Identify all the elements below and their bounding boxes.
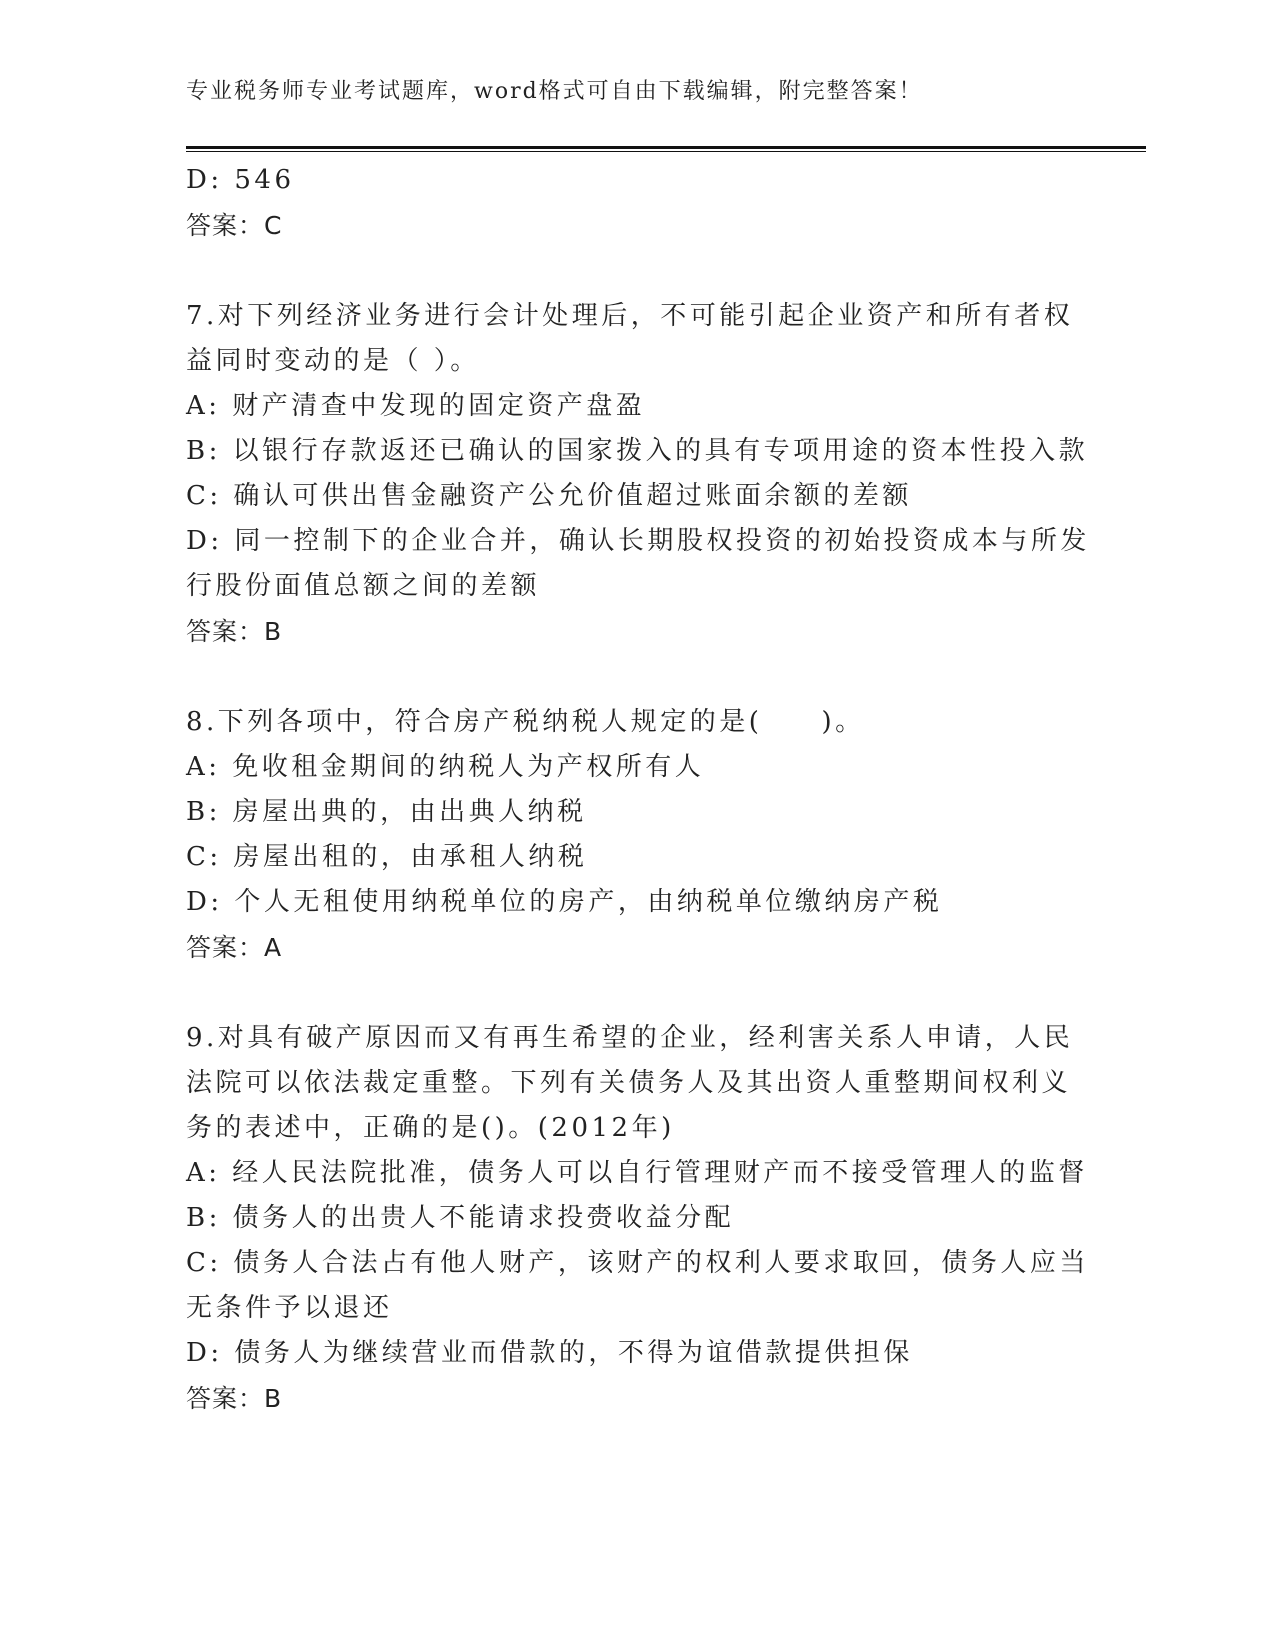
- q7-option-c: C: 确认可供出售金融资产公允价值超过账面余额的差额: [186, 481, 912, 511]
- q8-option-c: C: 房屋出租的，由承租人纳税: [186, 842, 588, 872]
- q7-option-a: A: 财产清查中发现的固定资产盘盈: [186, 391, 646, 421]
- q9-stem-line-1: 9.对具有破产原因而又有再生希望的企业，经利害关系人申请，人民: [186, 1023, 1074, 1053]
- q9-answer: 答案：B: [186, 1384, 283, 1413]
- q8-stem: 8.下列各项中，符合房产税纳税人规定的是( )。: [186, 707, 865, 737]
- header-rule-thick: [186, 146, 1146, 149]
- q7-stem-line-2: 益同时变动的是（ ）。: [186, 346, 480, 376]
- q9-option-c-line-1: C: 债务人合法占有他人财产，该财产的权利人要求取回，债务人应当: [186, 1248, 1089, 1278]
- q8-answer: 答案：A: [186, 933, 283, 962]
- q9-stem-line-2: 法院可以依法裁定重整。下列有关债务人及其出资人重整期间权利义: [186, 1068, 1072, 1098]
- q8-option-d: D: 个人无租使用纳税单位的房产，由纳税单位缴纳房产税: [186, 887, 943, 917]
- q9-option-c-line-2: 无条件予以退还: [186, 1293, 393, 1323]
- prev-option-d: D: 546: [186, 165, 295, 195]
- question-7: [186, 294, 1090, 654]
- q7-option-b: B: 以银行存款返还已确认的国家拨入的具有专项用途的资本性投入款: [186, 436, 1089, 466]
- page-header: 专业税务师专业考试题库，word格式可自由下载编辑，附完整答案！: [186, 79, 923, 104]
- q8-option-a: A: 免收租金期间的纳税人为产权所有人: [186, 752, 705, 782]
- question-content: [186, 158, 1090, 1421]
- header-rule-thin: [186, 151, 1146, 152]
- question-8: [186, 700, 1086, 970]
- q9-option-b: B: 债务人的出贵人不能请求投赍收益分配: [186, 1203, 735, 1233]
- q9-stem-line-3: 务的表述中，正确的是()。(2012年): [186, 1113, 675, 1143]
- q8-option-b: B: 房屋出典的，由出典人纳税: [186, 797, 587, 827]
- q9-option-d: D: 债务人为继续营业而借款的，不得为谊借款提供担保: [186, 1338, 913, 1368]
- q7-stem-line-1: 7.对下列经济业务进行会计处理后，不可能引起企业资产和所有者权: [186, 301, 1074, 331]
- q7-answer: 答案：B: [186, 617, 283, 646]
- question-9: [186, 1016, 1089, 1421]
- prev-answer: 答案：C: [186, 211, 283, 240]
- q7-option-d-line-1: D: 同一控制下的企业合并，确认长期股权投资的初始投资成本与所发: [186, 526, 1090, 556]
- q9-option-a: A: 经人民法院批准，债务人可以自行管理财产而不接受管理人的监督: [186, 1158, 1088, 1188]
- q7-option-d-line-2: 行股份面值总额之间的差额: [186, 571, 541, 601]
